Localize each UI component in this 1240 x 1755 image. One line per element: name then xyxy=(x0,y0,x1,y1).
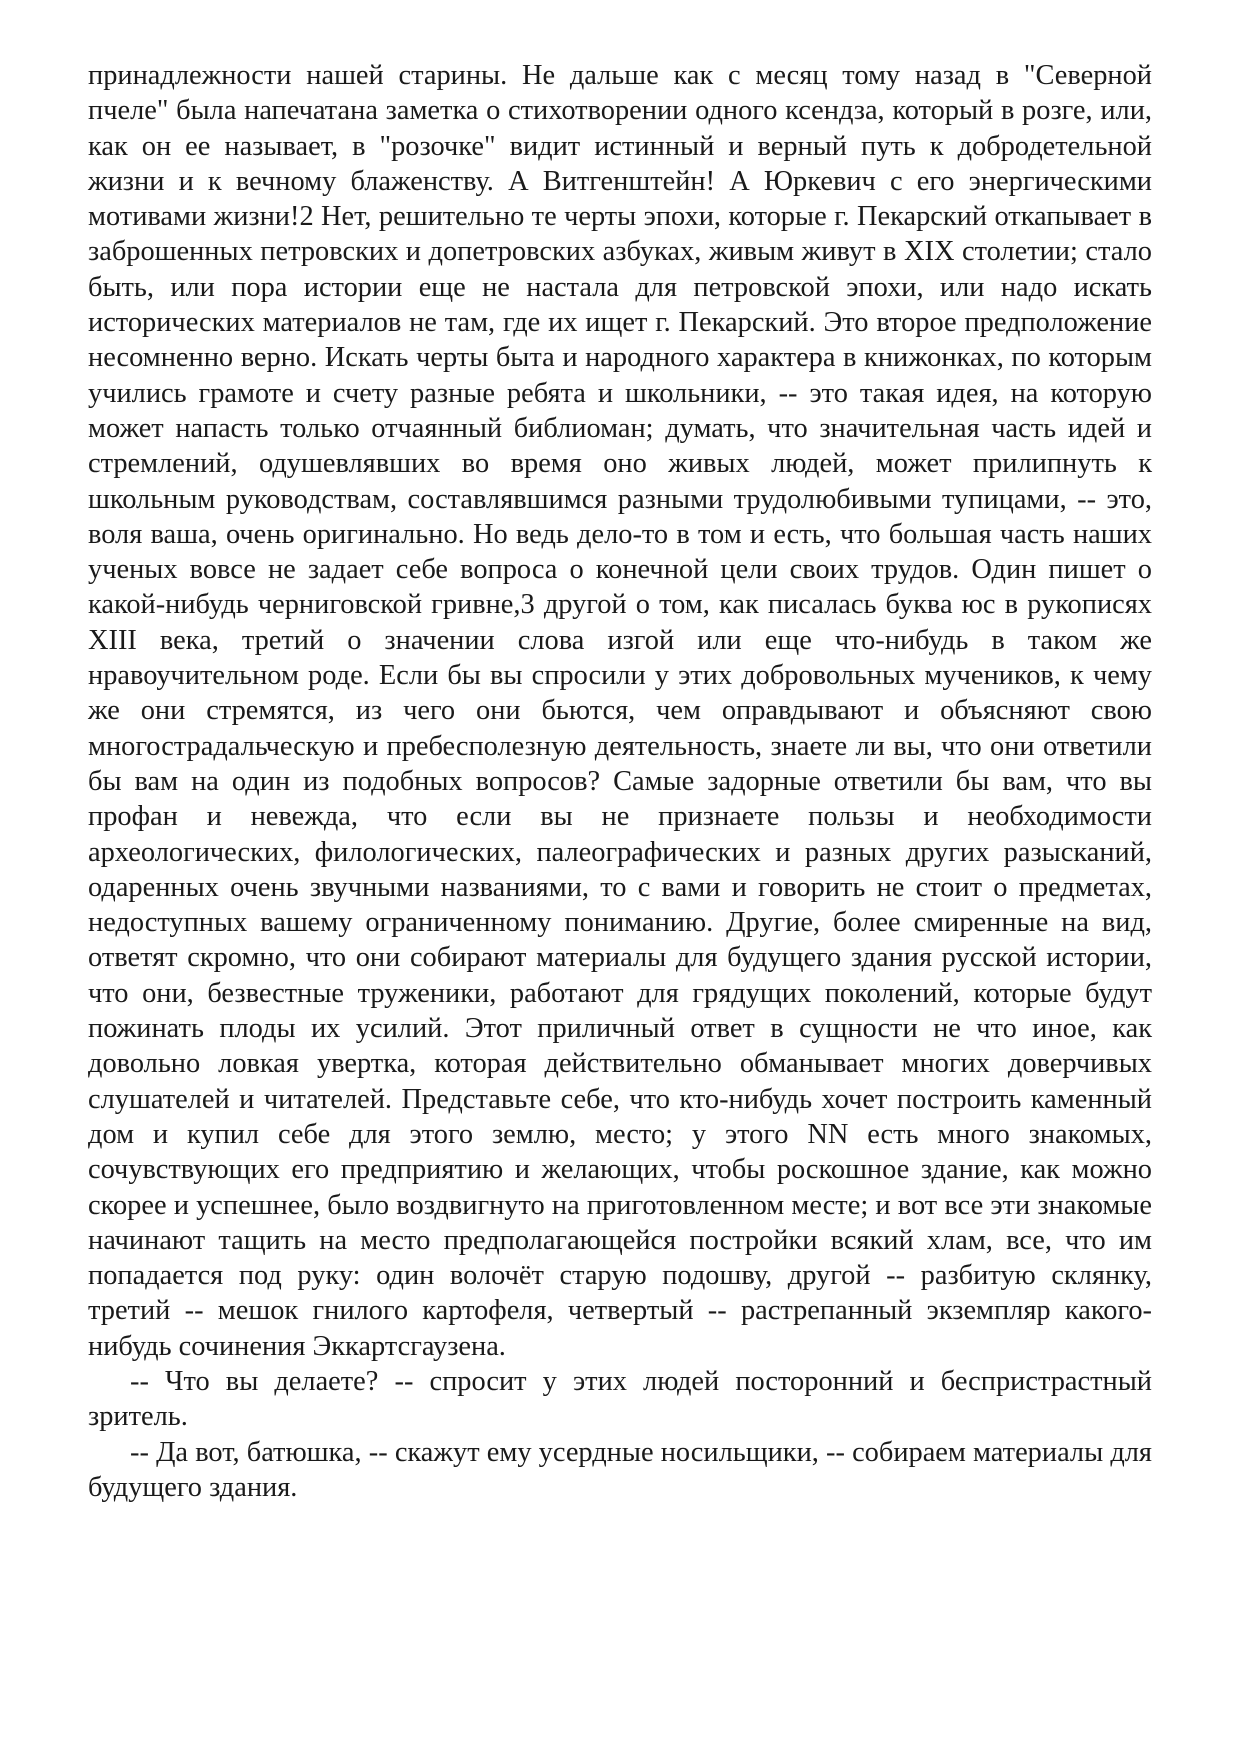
dialogue-paragraph-question: -- Что вы делаете? -- спросит у этих людей посторонний и беспристрастный зритель. xyxy=(88,1365,1152,1433)
dialogue-paragraph-answer: -- Да вот, батюшка, -- скажут ему усердные носильщики, -- собираем материалы для будущего здания. xyxy=(88,1436,1152,1503)
document-page xyxy=(88,58,1152,1505)
body-paragraph: принадлежности нашей старины. Не дальше как с месяц тому назад в "Северной пчеле" была напечатана заметка о стихотворении одного ксендза, который в розге, или, как он ее называет, в "розочке" видит истинный и верный путь к добродетельной жизни и к вечному блаженству. А Витгенштейн! А Юркевич с его энергическими мотивами жизни!2 Нет, решительно те черты эпохи, которые г. Пекарский откапывает в заброшенных петровских и допетровских азбуках, живым живут в XIX столетии; стало быть, или пора истории еще не настала для петровской эпохи, или надо искать исторических материалов не там, где их ищет г. Пекарский. Это второе предположение несомненно верно. Искать черты быта и народного характера в книжонках, по которым учились грамоте и счету разные ребята и школьники, -- это такая идея, на которую может напасть только отчаянный библиоман; думать, что значительная часть идей и стремлений, одушевлявших во время оно живых людей, может прилипнуть к школьным руководствам, составлявшимся разными трудолюбивыми тупицами, -- это, воля ваша, очень оригинально. Но ведь дело-то в том и есть, что большая часть наших ученых вовсе не задает себе вопроса о конечной цели своих трудов. Один пишет о какой-нибудь черниговской гривне,3 другой о том, как писалась буква юс в рукописях XIII века, третий о значении слова изгой или еще что-нибудь в таком же нравоучительном роде. Если бы вы спросили у этих добровольных мучеников, к чему же они стремятся, из чего они бьются, чем оправдывают и объясняют свою многострадальческую и пребесполезную деятельность, знаете ли вы, что они ответили бы вам на один из подобных вопросов? Самые задорные ответили бы вам, что вы профан и невежда, что если вы не признаете пользы и необходимости археологических, филологических, палеографических и разных других разысканий, одаренных очень звучными названиями, то с вами и говорить не стоит о предметах, недоступных вашему ограниченному пониманию. Другие, более смиренные на вид, ответят скромно, что они собирают материалы для будущего здания русской истории, что они, безвестные труженики, работают для грядущих поколений, которые будут пожинать плоды их усилий. Этот приличный ответ в сущности не что иное, как довольно ловкая увертка, которая действительно обманывает многих доверчивых слушателей и читателей. Представьте себе, что кто-нибудь хочет построить каменный дом и купил себе для этого землю, место; у этого NN есть много знакомых, сочувствующих его предприятию и желающих, чтобы роскошное здание, как можно скорее и успешнее, было воздвигнуто на приготовленном месте; и вот все эти знакомые начинают тащить на место предполагающейся постройки всякий хлам, все, что им попадается под руку: один волочёт старую подошву, другой -- разбитую склянку, третий -- мешок гнилого картофеля, четвертый -- растрепанный экземпляр какого-нибудь сочинения Эккартсгаузена. xyxy=(88,60,1152,1362)
